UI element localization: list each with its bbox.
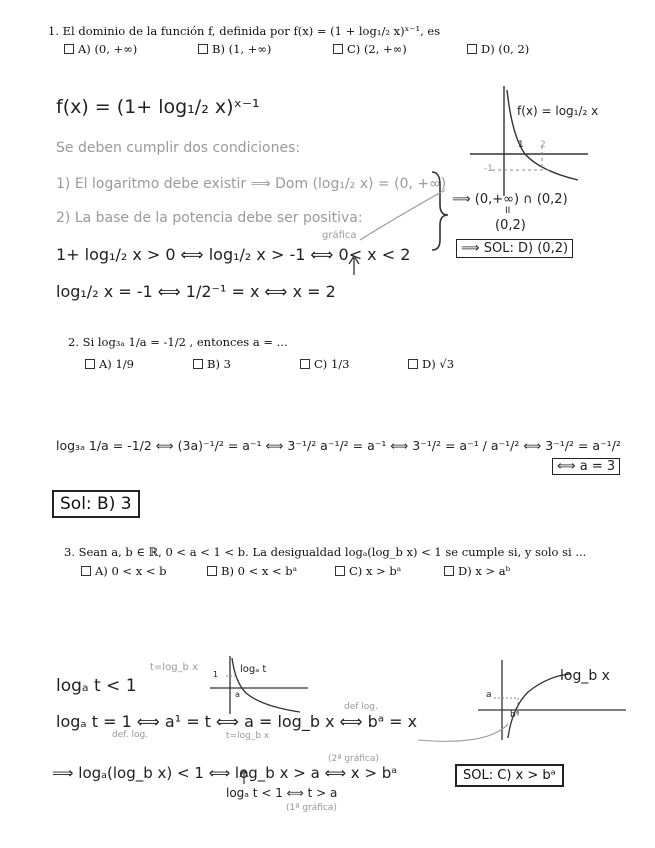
q1-work-function: f(x) = (1+ log₁/₂ x)ˣ⁻¹	[56, 96, 260, 118]
q1-graph-note: gráfica	[322, 230, 357, 241]
q2-option-d[interactable]: D) √3	[408, 357, 454, 371]
q3-graph2-tick-b: bᵃ	[510, 710, 520, 720]
q1-option-a[interactable]: A) (0, +∞)	[64, 42, 137, 56]
q3-option-b[interactable]: B) 0 < x < bᵃ	[207, 564, 297, 578]
q1-graph-tick-2: 2	[540, 140, 546, 150]
q3-graph2-label: log_b x	[560, 668, 610, 684]
q1-option-b[interactable]: B) (1, +∞)	[198, 42, 271, 56]
q1-graph-label: f(x) = log₁/₂ x	[517, 104, 599, 118]
q1-work-condition2: 2) La base de la potencia debe ser positiva:	[56, 210, 363, 226]
q3-note-substitution: t=log_b x	[150, 662, 198, 673]
q3-graph1-label: logₐ t	[240, 664, 267, 675]
q3-statement: 3. Sean a, b ∈ ℝ, 0 < a < 1 < b. La desigualdad logₐ(log_b x) < 1 se cumple si, y solo si ...	[64, 545, 587, 559]
q3-graph1-tick-a: a	[235, 690, 240, 699]
q3-work-subresult: logₐ t < 1 ⟺ t > a	[226, 786, 338, 800]
q1-option-c[interactable]: C) (2, +∞)	[333, 42, 407, 56]
q1-work-condition1: 1) El logaritmo debe existir ⟹ Dom (log₁/₂ x) = (0, +∞)	[56, 176, 447, 192]
q1-equals-sign: II	[505, 206, 511, 216]
q3-work-inequality: logₐ t < 1	[56, 676, 137, 696]
q3-note-def-log-2: def log.	[344, 702, 378, 712]
q1-intersection: ⟹ (0,+∞) ∩ (0,2)	[452, 192, 568, 207]
q3-option-d[interactable]: D) x > aᵇ	[444, 564, 510, 578]
q1-intersection-result: (0,2)	[495, 218, 526, 233]
q3-option-c[interactable]: C) x > bᵃ	[335, 564, 401, 578]
q1-graph-tick-1: 1	[518, 140, 524, 150]
q3-graph1-tick-1: 1	[213, 670, 219, 679]
q1-statement: 1. El dominio de la función f, definida por f(x) = (1 + log₁/₂ x)ˣ⁻¹, es	[48, 24, 441, 38]
q3-note-t: t=log_b x	[226, 731, 270, 741]
q3-note-graph-2: (2ª gráfica)	[328, 754, 379, 764]
q2-statement: 2. Si log₃ₐ 1/a = -1/2 , entonces a = ...	[68, 335, 288, 349]
q1-option-d[interactable]: D) (0, 2)	[467, 42, 529, 56]
q3-solution: SOL: C) x > bᵃ	[455, 764, 564, 787]
q3-note-def-log-1: def. log.	[112, 730, 149, 740]
q3-option-a[interactable]: A) 0 < x < b	[81, 564, 167, 578]
q1-work-conditions: Se deben cumplir dos condiciones:	[56, 140, 301, 156]
q1-work-inequality: 1+ log₁/₂ x > 0 ⟺ log₁/₂ x > -1 ⟺ 0< x < 2	[56, 245, 411, 264]
q3-graph2-tick-a: a	[486, 690, 492, 700]
q3-work-equation: logₐ t = 1 ⟺ a¹ = t ⟺ a = log_b x ⟺ bᵃ = x	[56, 712, 418, 731]
q2-work-derivation: log₃ₐ 1/a = -1/2 ⟺ (3a)⁻¹/² = a⁻¹ ⟺ 3⁻¹/² a⁻¹/² = a⁻¹ ⟺ 3⁻¹/² = a⁻¹ / a⁻¹/² ⟺ 3⁻¹/² = a⁻¹/²	[56, 438, 621, 453]
q1-solution: ⟹ SOL: D) (0,2)	[456, 241, 573, 256]
q2-solution: Sol: B) 3	[52, 490, 140, 518]
q3-note-graph-1: (1ª gráfica)	[286, 803, 337, 813]
q1-work-boundary: log₁/₂ x = -1 ⟺ 1/2⁻¹ = x ⟺ x = 2	[56, 282, 336, 301]
q3-work-conclusion: ⟹ logₐ(log_b x) < 1 ⟺ log_b x > a ⟺ x > bᵃ	[52, 764, 398, 782]
q2-option-b[interactable]: B) 3	[193, 357, 231, 371]
q2-option-c[interactable]: C) 1/3	[300, 357, 349, 371]
q2-work-result: ⟺ a = 3	[552, 458, 620, 475]
q1-graph-tick-neg: -1	[484, 164, 493, 174]
q2-option-a[interactable]: A) 1/9	[85, 357, 134, 371]
